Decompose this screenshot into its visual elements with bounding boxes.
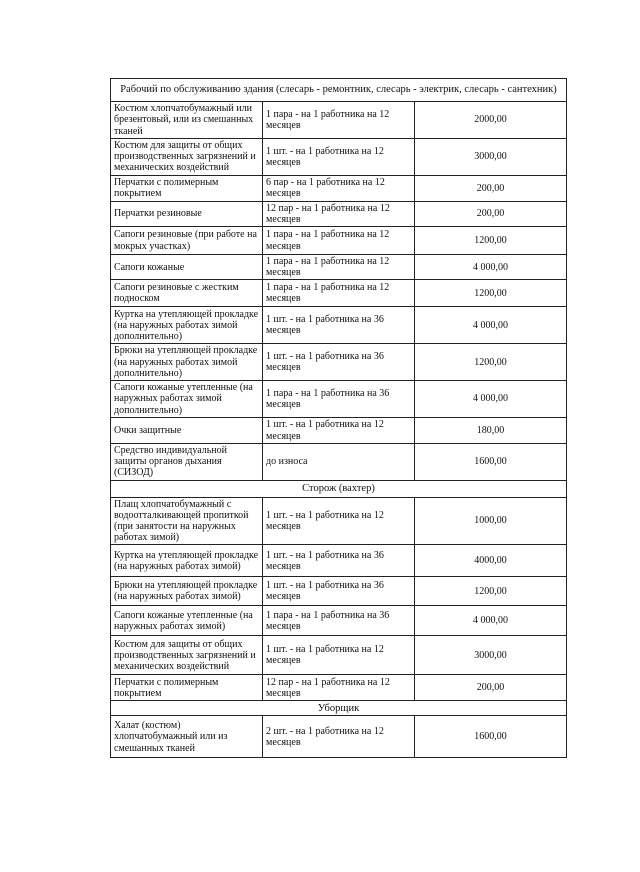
table-row (111, 606, 567, 636)
price-cell: 1000,00 (415, 497, 567, 545)
issue-norm-cell: 1 шт. - на 1 работника на 36 месяцев (263, 307, 415, 344)
table-row (111, 201, 567, 226)
item-name-cell: Сапоги кожаные утепленные (на наружных работах зимой дополнительно) (111, 381, 263, 418)
item-name-cell: Костюм для защиты от общих производственных загрязнений и механических воздействий (111, 636, 263, 675)
price-cell: 1200,00 (415, 577, 567, 606)
issue-norm-cell: 1 шт. - на 1 работника на 36 месяцев (263, 577, 415, 606)
issue-norm-cell: 2 шт. - на 1 работника на 12 месяцев (263, 716, 415, 758)
table-row (111, 381, 567, 418)
table-row (111, 102, 567, 139)
table-row (111, 636, 567, 675)
price-cell: 1200,00 (415, 227, 567, 255)
section-title: Уборщик (111, 701, 567, 716)
price-cell: 4 000,00 (415, 606, 567, 636)
table-row (111, 716, 567, 758)
section-header-row (111, 480, 567, 497)
table-row (111, 344, 567, 381)
section-title: Рабочий по обслуживанию здания (слесарь - ремонтник, слесарь - электрик, слесарь - сантехник) (111, 79, 567, 102)
item-name-cell: Брюки на утепляющей прокладке (на наружных работах зимой дополнительно) (111, 344, 263, 381)
table-row (111, 139, 567, 176)
item-name-cell: Сапоги резиновые с жестким подноском (111, 280, 263, 307)
issue-norm-cell: 1 пара - на 1 работника на 12 месяцев (263, 227, 415, 255)
item-name-cell: Перчатки с полимерным покрытием (111, 175, 263, 201)
item-name-cell: Куртка на утепляющей прокладке (на наружных работах зимой) (111, 545, 263, 577)
item-name-cell: Сапоги резиновые (при работе на мокрых участках) (111, 227, 263, 255)
item-name-cell: Средство индивидуальной защиты органов дыхания (СИЗОД) (111, 444, 263, 481)
item-name-cell: Плащ хлопчатобумажный с водоотталкивающей пропиткой (при занятости на наружных работах зимой) (111, 497, 263, 545)
price-cell: 200,00 (415, 675, 567, 701)
item-name-cell: Куртка на утепляющей прокладке (на наружных работах зимой дополнительно) (111, 307, 263, 344)
price-cell: 200,00 (415, 175, 567, 201)
table-row (111, 227, 567, 255)
table-row (111, 497, 567, 545)
price-cell: 4 000,00 (415, 255, 567, 280)
issue-norm-cell: 1 пара - на 1 работника на 12 месяцев (263, 280, 415, 307)
price-cell: 1200,00 (415, 344, 567, 381)
issue-norm-cell: 1 пара - на 1 работника на 12 месяцев (263, 102, 415, 139)
price-cell: 4 000,00 (415, 307, 567, 344)
price-cell: 2000,00 (415, 102, 567, 139)
table-row (111, 444, 567, 481)
table-row (111, 255, 567, 280)
issue-norm-cell: 1 пара - на 1 работника на 36 месяцев (263, 381, 415, 418)
table-row (111, 675, 567, 701)
price-cell: 1600,00 (415, 444, 567, 481)
section-header-row (111, 79, 567, 102)
issue-norm-cell: 1 шт. - на 1 работника на 12 месяцев (263, 139, 415, 176)
price-cell: 3000,00 (415, 636, 567, 675)
issue-norm-cell: до износа (263, 444, 415, 481)
item-name-cell: Костюм для защиты от общих производственных загрязнений и механических воздействий (111, 139, 263, 176)
issue-norm-cell: 1 шт. - на 1 работника на 36 месяцев (263, 545, 415, 577)
table-row (111, 545, 567, 577)
table-row (111, 418, 567, 444)
issue-norm-cell: 1 шт. - на 1 работника на 12 месяцев (263, 418, 415, 444)
issue-norm-cell: 1 шт. - на 1 работника на 12 месяцев (263, 497, 415, 545)
price-cell: 200,00 (415, 201, 567, 226)
issue-norm-cell: 12 пар - на 1 работника на 12 месяцев (263, 201, 415, 226)
price-cell: 4 000,00 (415, 381, 567, 418)
table-body (111, 79, 567, 758)
issue-norm-cell: 12 пар - на 1 работника на 12 месяцев (263, 675, 415, 701)
price-cell: 1200,00 (415, 280, 567, 307)
issue-norm-cell: 1 пара - на 1 работника на 12 месяцев (263, 255, 415, 280)
issue-norm-cell: 1 шт. - на 1 работника на 36 месяцев (263, 344, 415, 381)
table-row (111, 280, 567, 307)
item-name-cell: Перчатки резиновые (111, 201, 263, 226)
price-cell: 180,00 (415, 418, 567, 444)
item-name-cell: Перчатки с полимерным покрытием (111, 675, 263, 701)
item-name-cell: Костюм хлопчатобумажный или брезентовый, или из смешанных тканей (111, 102, 263, 139)
ppe-norms-sheet (110, 78, 567, 758)
price-cell: 1600,00 (415, 716, 567, 758)
item-name-cell: Очки защитные (111, 418, 263, 444)
section-header-row (111, 701, 567, 716)
table-row (111, 577, 567, 606)
issue-norm-cell: 6 пар - на 1 работника на 12 месяцев (263, 175, 415, 201)
ppe-norms-table (110, 78, 567, 758)
item-name-cell: Сапоги кожаные утепленные (на наружных работах зимой) (111, 606, 263, 636)
item-name-cell: Брюки на утепляющей прокладке (на наружных работах зимой) (111, 577, 263, 606)
price-cell: 3000,00 (415, 139, 567, 176)
section-title: Сторож (вахтер) (111, 480, 567, 497)
table-row (111, 307, 567, 344)
item-name-cell: Сапоги кожаные (111, 255, 263, 280)
table-row (111, 175, 567, 201)
price-cell: 4000,00 (415, 545, 567, 577)
issue-norm-cell: 1 шт. - на 1 работника на 12 месяцев (263, 636, 415, 675)
issue-norm-cell: 1 пара - на 1 работника на 36 месяцев (263, 606, 415, 636)
item-name-cell: Халат (костюм) хлопчатобумажный или из смешанных тканей (111, 716, 263, 758)
